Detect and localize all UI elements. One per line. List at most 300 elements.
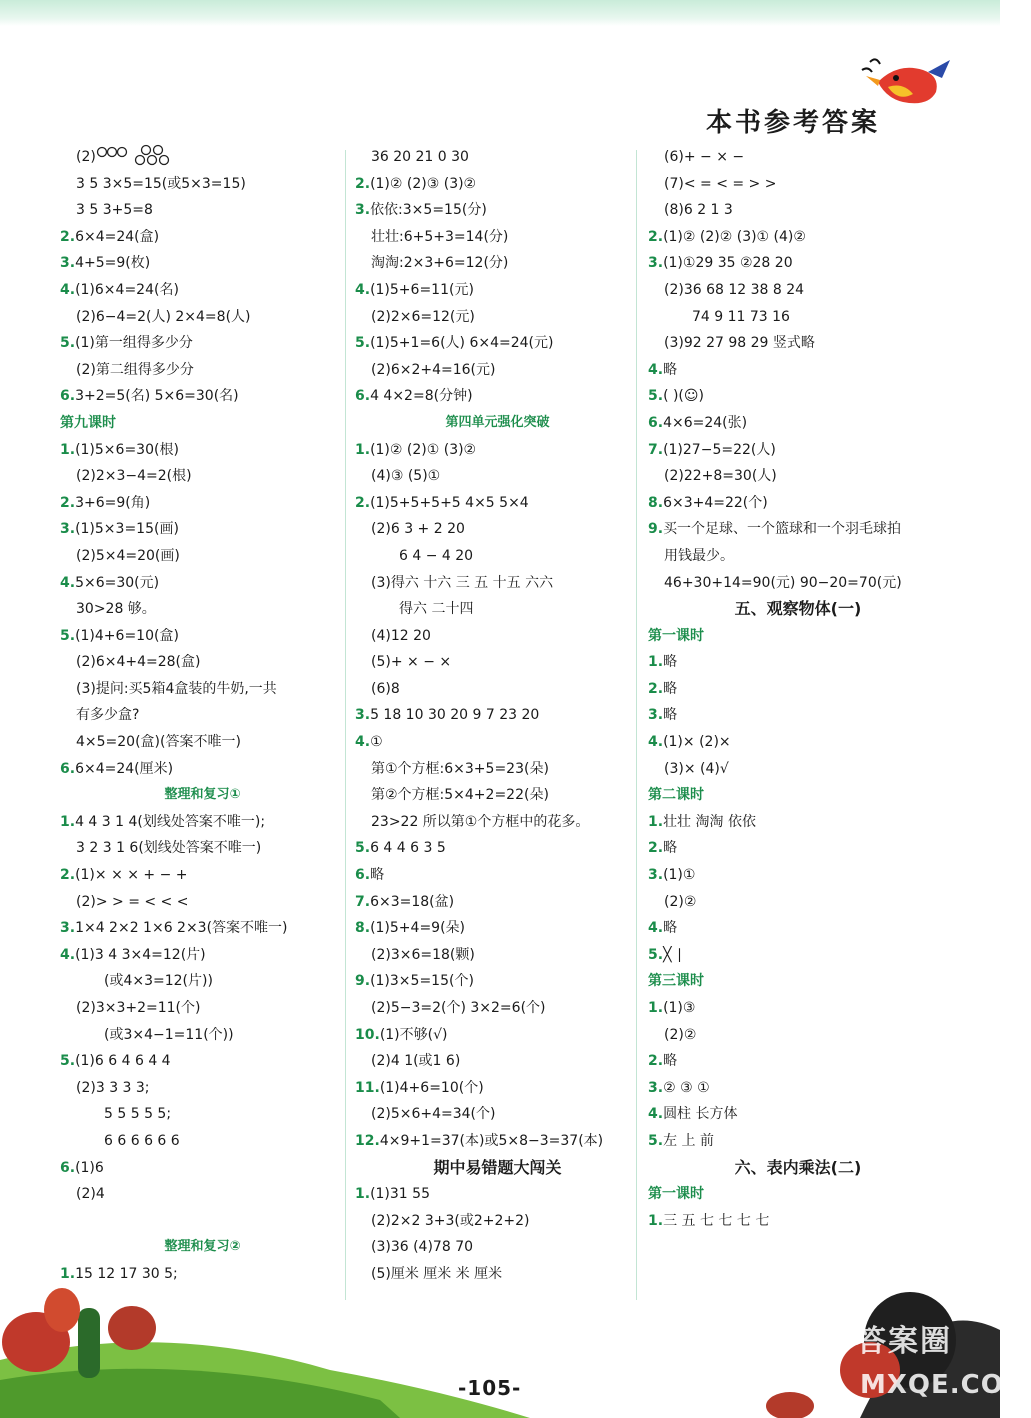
answer-text: (5)厘米 厘米 米 厘米 (371, 1265, 503, 1282)
question-number: 6. (355, 388, 371, 405)
answer-line (60, 702, 345, 729)
answer-text: (1)① (663, 867, 696, 884)
answer-text: (1)6 6 4 6 4 4 (75, 1053, 171, 1070)
section-heading (648, 596, 948, 623)
answer-text: 第二课时 (648, 787, 704, 804)
answer-text: (2)6×4+4=28(盒) (76, 654, 201, 671)
question-number: 5. (355, 335, 371, 352)
question-number: 3. (648, 1079, 664, 1096)
answer-line (60, 330, 345, 357)
question-number: 2. (60, 228, 76, 245)
top-decorative-strip (0, 0, 1000, 26)
answer-text: (1)5+5+5+5 4×5 5×4 (370, 494, 529, 511)
answer-line (60, 437, 345, 464)
answer-text: 6 4 4 6 3 5 (370, 840, 446, 857)
answer-line (355, 782, 640, 809)
answer-line (60, 649, 345, 676)
answer-column-2 (355, 144, 640, 1288)
answer-line (355, 543, 640, 570)
answer-line (648, 463, 948, 490)
answer-text: 4 4 3 1 4(划线处答案不唯一); (75, 813, 266, 830)
answer-line (60, 357, 345, 384)
answer-text: 第三课时 (648, 973, 704, 990)
question-number: 1. (60, 1265, 76, 1282)
answer-text: (1)6×4=24(名) (75, 281, 179, 298)
answer-text: 依依:3×5=15(分) (370, 202, 487, 219)
question-number: 3. (648, 255, 664, 272)
answer-line (60, 809, 345, 836)
question-number: 3. (355, 707, 371, 724)
answer-text: (1)3 4 3×4=12(片) (75, 946, 206, 963)
answer-line (648, 250, 948, 277)
answer-line (648, 1208, 948, 1235)
column-divider (345, 150, 346, 1300)
answer-line (355, 1048, 640, 1075)
answer-text: (1)6 (75, 1159, 104, 1176)
answer-line (648, 729, 948, 756)
answer-line (648, 835, 948, 862)
answer-line (355, 1128, 640, 1155)
answer-text: (2)2×3−4=2(根) (76, 468, 192, 485)
question-number: 2. (648, 840, 664, 857)
answer-text: (4)12 20 (371, 627, 431, 644)
answer-text: 4 4×2=8(分钟) (370, 388, 473, 405)
answer-text: (5)+ × − × (371, 654, 452, 671)
question-number: 10. (355, 1026, 380, 1043)
answer-text: (3)36 (4)78 70 (371, 1239, 474, 1256)
answer-text: 有多少盒? (76, 707, 140, 724)
answer-line (648, 1075, 948, 1102)
answer-line (648, 490, 948, 517)
answer-line (355, 437, 640, 464)
answer-text: 5 18 10 30 20 9 7 23 20 (370, 707, 540, 724)
answer-line (355, 1022, 640, 1049)
question-number: 1. (648, 654, 664, 671)
answer-line (355, 1101, 640, 1128)
question-number: 6. (60, 760, 76, 777)
question-number: 5. (60, 627, 76, 644)
answer-text: (2) (76, 149, 96, 165)
question-number: 9. (355, 973, 371, 990)
answer-text: (1)② (2)② (3)① (4)② (663, 228, 806, 245)
answer-line (648, 1101, 948, 1128)
answer-text: (或3×4−1=11(个)) (104, 1026, 234, 1043)
answer-line (648, 862, 948, 889)
section-heading (355, 1155, 640, 1182)
answer-text: (2)6×2+4=16(元) (371, 361, 496, 378)
answer-text: 4×5=20(盒)(答案不唯一) (76, 734, 241, 751)
answer-text: 74 9 11 73 16 (692, 308, 790, 325)
question-number: 1. (648, 1000, 664, 1016)
question-number: 4. (648, 920, 664, 937)
section-heading (648, 782, 948, 809)
question-number: 3. (60, 521, 76, 538)
question-number: 4. (60, 574, 76, 591)
answer-line (60, 277, 345, 304)
answer-line (648, 1128, 948, 1155)
answer-line (60, 729, 345, 756)
answer-text: 23>22 所以第①个方框中的花多。 (371, 813, 590, 830)
answer-text: (2)> > = < < < (76, 893, 189, 910)
answer-line (355, 649, 640, 676)
answer-line (355, 277, 640, 304)
answer-line (648, 1022, 948, 1049)
answer-text: 略 (663, 680, 678, 697)
answer-text: 六、表内乘法(二) (734, 1157, 862, 1177)
answer-text: (3)× (4)√ (664, 760, 729, 777)
watermark-url: MXQE.COM (860, 1370, 1031, 1400)
answer-line (648, 171, 948, 198)
answer-line (60, 1181, 345, 1208)
answer-line (355, 809, 640, 836)
answer-line (60, 862, 345, 889)
answer-line (60, 1128, 345, 1155)
question-number: 5. (60, 335, 76, 352)
question-number: 6. (60, 1159, 76, 1176)
answer-text: 4×6=24(张) (663, 414, 748, 431)
question-number: 3. (60, 255, 76, 272)
answer-text: (1)5+4=9(朵) (370, 920, 465, 937)
answer-line (60, 1075, 345, 1102)
answer-text: (1)② (2)③ (3)② (370, 175, 477, 192)
answer-line (355, 676, 640, 703)
answer-line (355, 570, 640, 597)
answer-text: 6×4=24(厘米) (75, 760, 174, 777)
answer-text: (1)4+6=10(个) (379, 1079, 484, 1096)
answer-line (60, 570, 345, 597)
answer-line (648, 570, 948, 597)
answer-line (648, 676, 948, 703)
answer-line (355, 463, 640, 490)
answer-text: (2)5−3=2(个) 3×2=6(个) (371, 1000, 546, 1016)
answer-text: (1)3×5=15(个) (370, 973, 474, 990)
question-number: 1. (648, 813, 664, 830)
answer-text: 三 五 七 七 七 七 (663, 1212, 770, 1229)
question-number: 5. (648, 388, 664, 405)
answer-column-3 (648, 144, 948, 1234)
answer-line (648, 995, 948, 1022)
answer-line (648, 197, 948, 224)
answer-text: (1)5×6=30(根) (75, 441, 179, 458)
answer-line (60, 543, 345, 570)
answer-line (648, 330, 948, 357)
answer-text: (1)27−5=22(人) (663, 441, 776, 458)
answer-text: (2)2×2 3+3(或2+2+2) (371, 1212, 530, 1229)
answer-text: (3)提问:买5箱4盒装的牛奶,一共 (76, 680, 277, 697)
answer-line (355, 942, 640, 969)
answer-line (648, 410, 948, 437)
answer-line (60, 676, 345, 703)
answer-text: (1)× (2)× (663, 734, 731, 751)
answer-text: (2)6 3 + 2 20 (371, 521, 465, 538)
question-number: 3. (355, 202, 371, 219)
answer-line (648, 277, 948, 304)
question-number: 2. (648, 680, 664, 697)
section-heading (648, 1155, 948, 1182)
answer-line (648, 889, 948, 916)
answer-text: (1)× × × + − + (75, 867, 188, 884)
answer-text: 壮壮 淘淘 依依 (663, 813, 756, 830)
question-number: 1. (648, 1212, 664, 1229)
answer-text: (2)第二组得多少分 (76, 361, 194, 378)
answer-text: 买一个足球、一个篮球和一个羽毛球拍 (663, 521, 902, 538)
answer-text: (4)③ (5)① (371, 468, 441, 485)
answer-line (648, 915, 948, 942)
answer-line (60, 490, 345, 517)
question-number: 5. (648, 1132, 664, 1149)
answer-line (60, 383, 345, 410)
answer-text: (1)5×3=15(画) (75, 521, 179, 538)
question-number: 4. (648, 361, 664, 378)
answer-line (355, 224, 640, 251)
answer-text: 略 (663, 707, 678, 724)
answer-text: (2)2×6=12(元) (371, 308, 475, 325)
question-number: 8. (355, 920, 371, 937)
answer-text: (1)② (2)① (3)② (370, 441, 477, 458)
answer-text: (7)< = < = > > (664, 175, 777, 192)
answer-line (355, 304, 640, 331)
answer-text: 整理和复习② (164, 1239, 241, 1255)
question-number: 1. (60, 441, 76, 458)
answer-line (60, 756, 345, 783)
answer-text: (2)6−4=2(人) 2×4=8(人) (76, 308, 251, 325)
answer-line (60, 968, 345, 995)
answer-text: 略 (663, 840, 678, 857)
answer-line (60, 835, 345, 862)
question-number: 2. (60, 494, 76, 511)
question-number: 4. (648, 1106, 664, 1123)
question-number: 4. (355, 281, 371, 298)
answer-text: 淘淘:2×3+6=12(分) (371, 255, 509, 272)
question-number: 1. (355, 1186, 371, 1203)
answer-line (355, 490, 640, 517)
answer-text: 6 6 6 6 6 6 (104, 1132, 180, 1149)
answer-text: (2)3×6=18(颗) (371, 946, 475, 963)
answer-text: 3 2 3 1 6(划线处答案不唯一) (76, 840, 262, 857)
answer-line (648, 942, 948, 969)
answer-line (648, 383, 948, 410)
answer-text: 15 12 17 30 5; (75, 1265, 178, 1282)
answer-text: 6×4=24(盒) (75, 228, 160, 245)
question-number: 6. (60, 388, 76, 405)
answer-line (60, 224, 345, 251)
answer-line (355, 197, 640, 224)
answer-text: ① (370, 734, 383, 751)
answer-text: 1×4 2×2 1×6 2×3(答案不唯一) (75, 920, 288, 937)
section-heading (648, 968, 948, 995)
answer-line (355, 729, 640, 756)
answer-line (355, 835, 640, 862)
question-number: 1. (355, 441, 371, 458)
section-heading (60, 782, 345, 809)
question-number: 6. (355, 867, 371, 884)
answer-line (355, 516, 640, 543)
answer-line (355, 995, 640, 1022)
answer-text: 得六 二十四 (399, 601, 474, 618)
answer-text: 整理和复习① (164, 787, 241, 803)
answer-text: 略 (663, 654, 678, 671)
question-number: 11. (355, 1079, 380, 1096)
answer-text: 第九课时 (60, 414, 116, 431)
answer-line (648, 304, 948, 331)
question-number: 2. (648, 1053, 664, 1070)
answer-line (648, 144, 948, 171)
answer-line (355, 596, 640, 623)
answer-line (60, 1101, 345, 1128)
answer-line (648, 543, 948, 570)
answer-line (60, 942, 345, 969)
question-number: 9. (648, 521, 664, 538)
answer-text: 5 5 5 5 5; (104, 1106, 172, 1123)
answer-line (648, 649, 948, 676)
answer-text: (或4×3=12(片)) (104, 973, 213, 990)
answer-line (60, 1048, 345, 1075)
answer-text: 期中易错题大闯关 (433, 1157, 562, 1177)
answer-text: (2)36 68 12 38 8 24 (664, 281, 805, 298)
answer-line (60, 995, 345, 1022)
answer-text: (1)第一组得多少分 (75, 335, 193, 352)
answer-line (648, 437, 948, 464)
answer-line (355, 623, 640, 650)
question-number: 5. (355, 840, 371, 857)
answer-line (60, 250, 345, 277)
answer-line (60, 1208, 345, 1235)
answer-text: (2)5×6+4=34(个) (371, 1106, 496, 1123)
answer-text: 4×9+1=37(本)或5×8−3=37(本) (379, 1132, 604, 1149)
answer-line (355, 171, 640, 198)
answer-text: 壮壮:6+5+3=14(分) (371, 228, 509, 245)
question-number: 6. (648, 414, 664, 431)
answer-line (648, 809, 948, 836)
answer-line (355, 250, 640, 277)
answer-text: 第②个方框:5×4+2=22(朵) (371, 787, 549, 804)
page-title: 本书参考答案 (706, 108, 881, 138)
question-number: 8. (648, 494, 664, 511)
answer-line (60, 1022, 345, 1049)
answer-text: 第①个方框:6×3+5=23(朵) (371, 760, 549, 777)
answer-text: (2)② (664, 893, 697, 910)
answer-line (355, 702, 640, 729)
answer-line (355, 144, 640, 171)
answer-text: 36 20 21 0 30 (371, 149, 469, 165)
section-heading (648, 1181, 948, 1208)
answer-text: (3)得六 十六 三 五 十五 六六 (371, 574, 554, 591)
question-number: 5. (60, 1053, 76, 1070)
answer-text: 左 上 前 (663, 1132, 714, 1149)
answer-text: 用钱最少。 (664, 547, 734, 564)
answer-text: 圆柱 长方体 (663, 1106, 738, 1123)
answer-text: (1)①29 35 ②28 20 (663, 255, 793, 272)
question-number: 2. (60, 867, 76, 884)
answer-text: ② ③ ① (663, 1079, 710, 1096)
answer-text: ( )(☺) (663, 388, 704, 405)
answer-text: 4+5=9(枚) (75, 255, 151, 272)
answer-line (355, 889, 640, 916)
answer-text: 五、观察物体(一) (734, 599, 862, 619)
answer-text: 3 5 3+5=8 (76, 202, 153, 219)
answer-text: 第一课时 (648, 1186, 704, 1203)
question-number: 3. (648, 707, 664, 724)
answer-text: 第一课时 (648, 627, 704, 644)
answer-text: (2)3×3+2=11(个) (76, 1000, 201, 1016)
question-number: 3. (648, 867, 664, 884)
answer-line (60, 304, 345, 331)
answer-text: (8)6 2 1 3 (664, 202, 733, 219)
answer-line (355, 1208, 640, 1235)
answer-line (60, 623, 345, 650)
answer-line (648, 756, 948, 783)
question-number: 5. (648, 946, 664, 963)
landscape-illustration (0, 1280, 530, 1418)
answer-text: 略 (663, 361, 678, 378)
answer-line (60, 463, 345, 490)
question-number: 4. (648, 734, 664, 751)
answer-line (648, 702, 948, 729)
answer-line (60, 596, 345, 623)
answer-line (60, 171, 345, 198)
answer-column-1 (60, 144, 345, 1288)
answer-line (355, 357, 640, 384)
answer-line (648, 224, 948, 251)
answer-line (648, 1048, 948, 1075)
answer-text: (1)5+1=6(人) 6×4=24(元) (370, 335, 554, 352)
answer-text: (6)8 (371, 680, 400, 697)
answer-text: (1)4+6=10(盒) (75, 627, 179, 644)
answer-line (648, 357, 948, 384)
question-number: 12. (355, 1132, 380, 1149)
answer-text: 3+2=5(名) 5×6=30(名) (75, 388, 239, 405)
question-number: 7. (355, 893, 371, 910)
answer-line (355, 968, 640, 995)
answer-text: 46+30+14=90(元) 90−20=70(元) (664, 574, 902, 591)
answer-text: 略 (663, 1053, 678, 1070)
answer-text: (6)+ − × − (664, 149, 745, 165)
question-number: 2. (648, 228, 664, 245)
answer-text: (2)② (664, 1026, 697, 1043)
circles-icon (96, 146, 176, 168)
question-number: 4. (355, 734, 371, 751)
question-number: 4. (60, 281, 76, 298)
answer-text: 3 5 3×5=15(或5×3=15) (76, 175, 246, 192)
section-heading (648, 623, 948, 650)
answer-line (60, 915, 345, 942)
answer-line (60, 889, 345, 916)
answer-text: 6 4 − 4 20 (399, 547, 474, 564)
answer-text: 第四单元强化突破 (445, 414, 550, 430)
answer-line (355, 330, 640, 357)
question-number: 2. (355, 494, 371, 511)
answer-text: 5×6=30(元) (75, 574, 160, 591)
answer-text: (2)5×4=20(画) (76, 547, 180, 564)
answer-text: 略 (370, 867, 385, 884)
answer-text: (1)31 55 (370, 1186, 430, 1203)
answer-text: (2)4 1(或1 6) (371, 1053, 461, 1070)
question-number: 1. (60, 813, 76, 830)
answer-text: (1)5+6=11(元) (370, 281, 474, 298)
answer-line (60, 197, 345, 224)
answer-line (355, 756, 640, 783)
answer-text: (1)③ (663, 1000, 696, 1016)
answer-text: 略 (663, 920, 678, 937)
answer-line (648, 516, 948, 543)
answer-line (355, 1181, 640, 1208)
question-number: 2. (355, 175, 371, 192)
answer-text: 3+6=9(角) (75, 494, 151, 511)
question-number: 3. (60, 920, 76, 937)
watermark-logo: 答案圈 (856, 1324, 952, 1359)
answer-line (60, 144, 345, 171)
question-number: 4. (60, 946, 76, 963)
